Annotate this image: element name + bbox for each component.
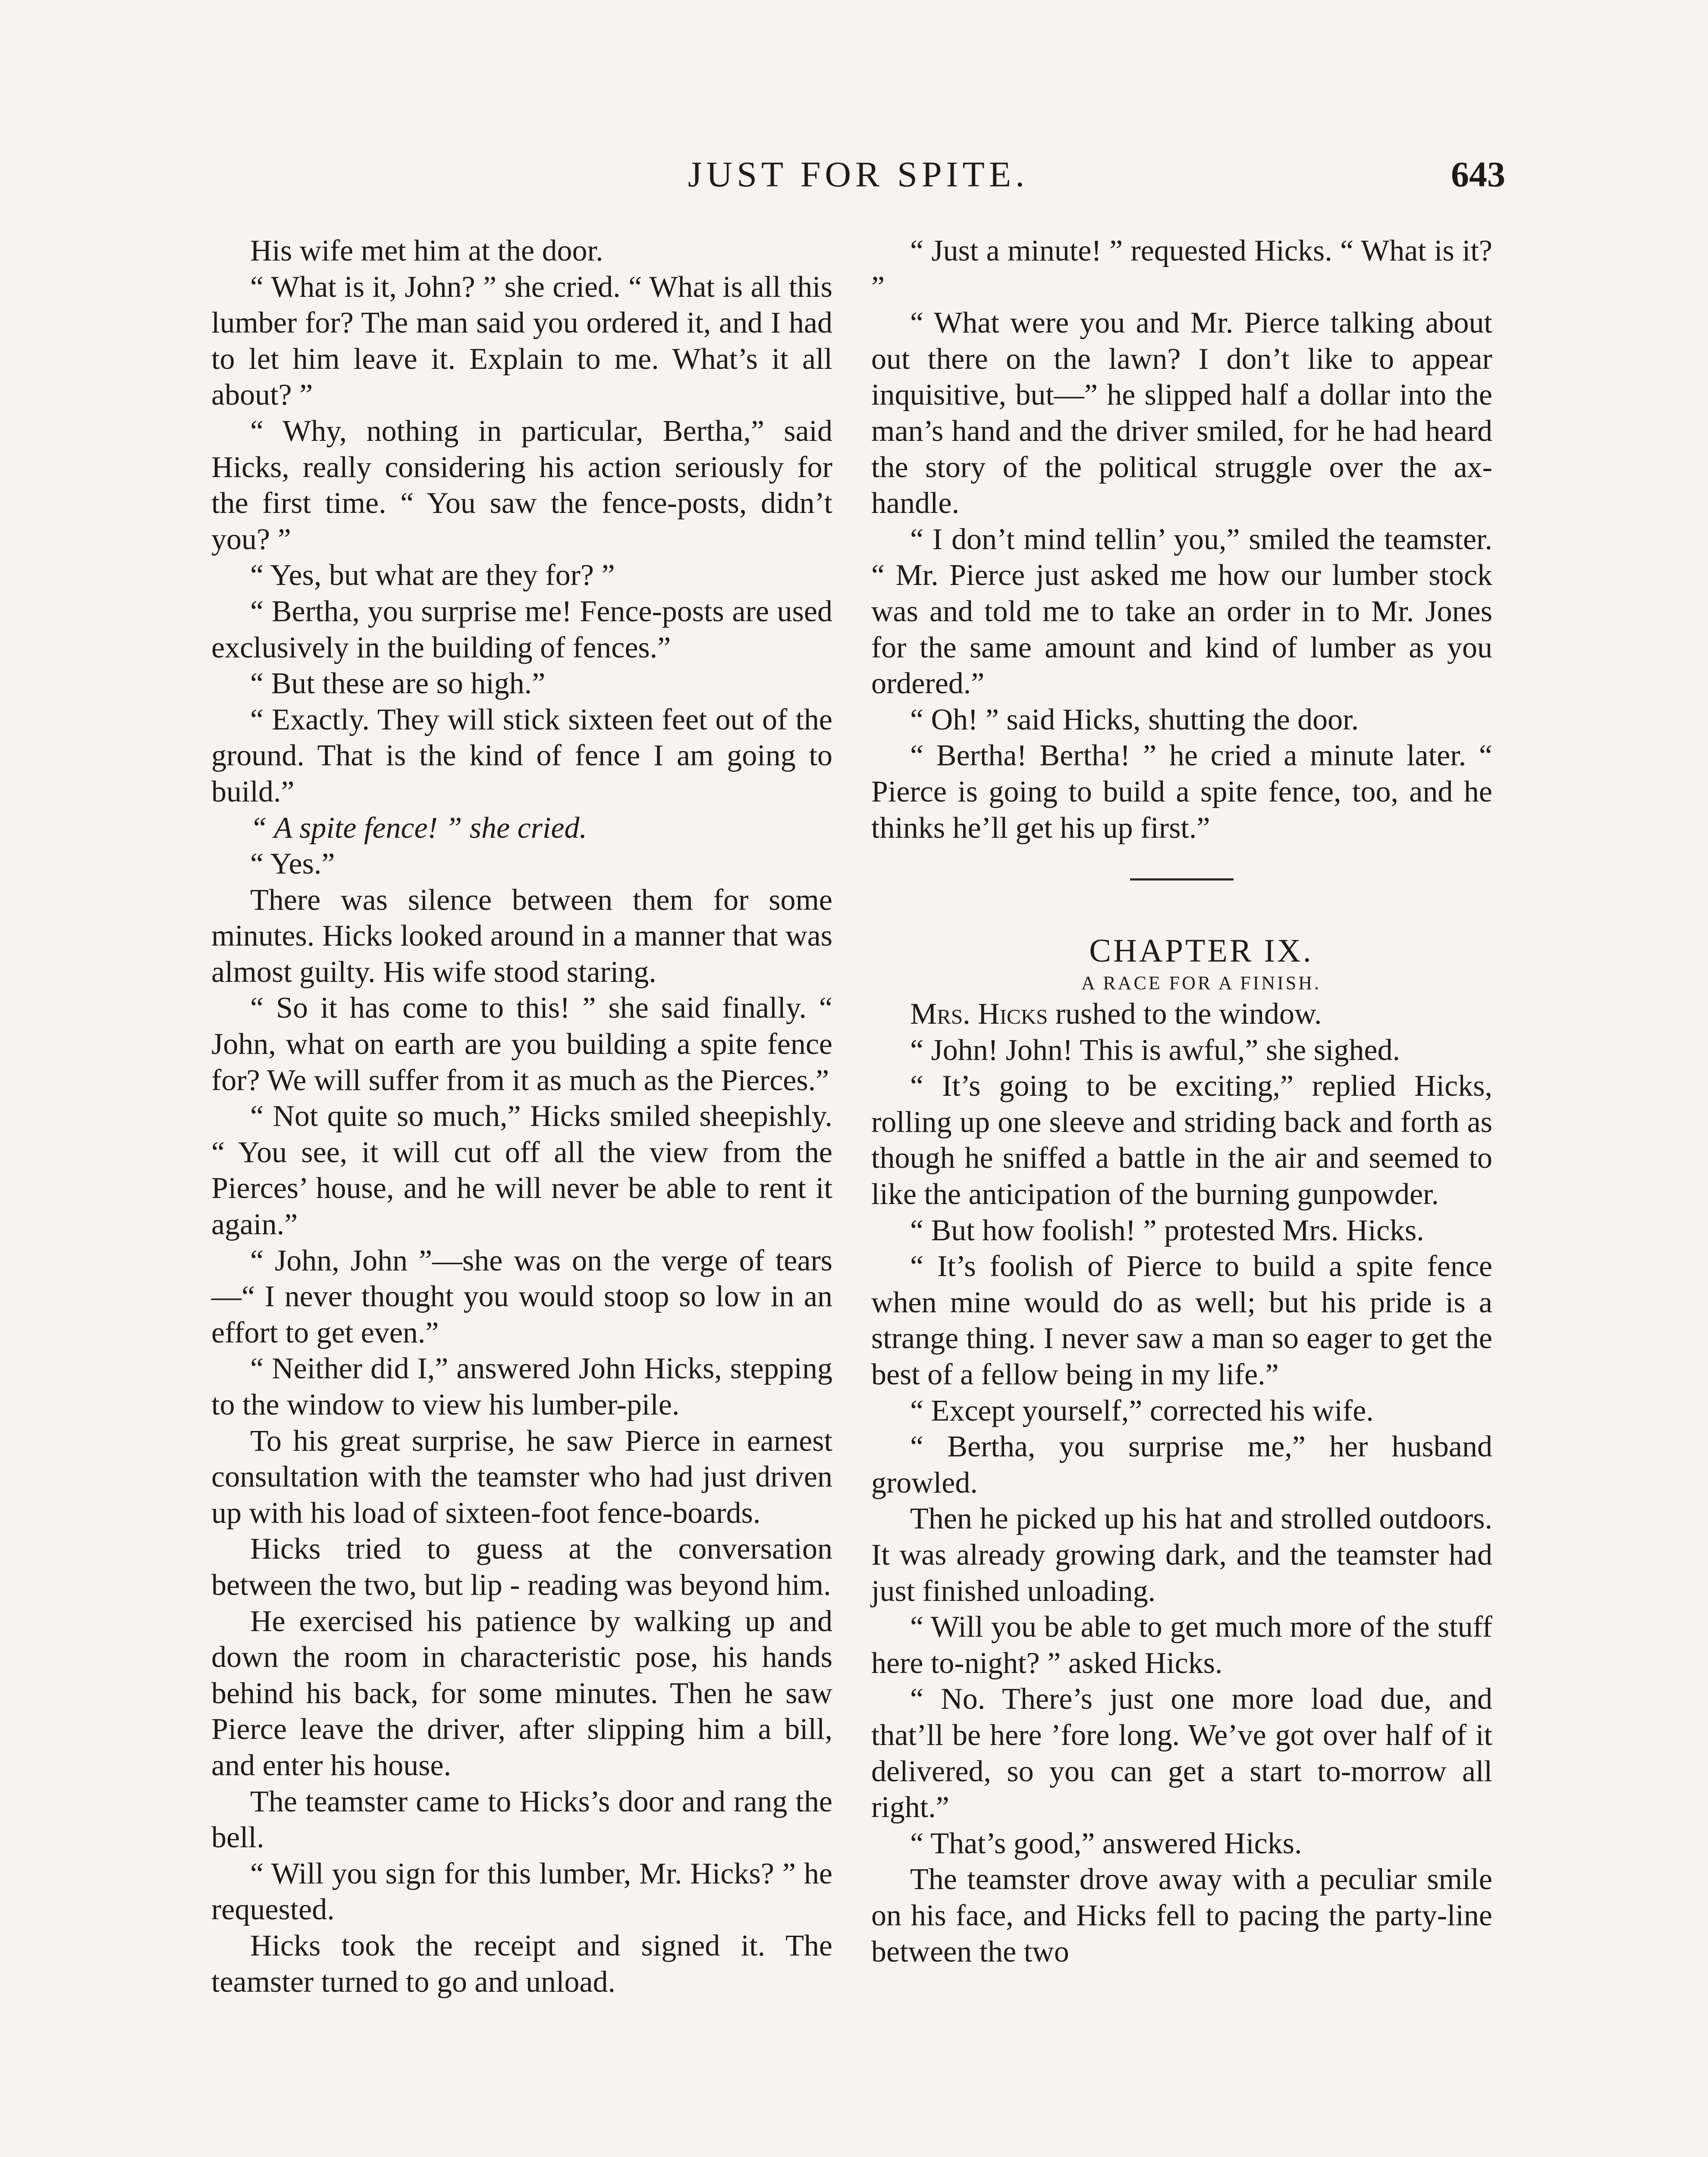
paragraph: “ What were you and Mr. Pierce talking about out there on the lawn? I don’t like to appear inquisitive, but—” he slipped half a dollar into the man’s hand and the driver smiled, for he had heard the story of the political struggle over the ax-handle. xyxy=(871,306,1492,520)
page-number: 643 xyxy=(1451,154,1505,195)
paragraph: “ But how foolish! ” protested Mrs. Hicks. xyxy=(910,1214,1424,1247)
section-divider-rule xyxy=(1130,878,1234,880)
paragraph: “ John! John! This is awful,” she sighed. xyxy=(910,1033,1400,1067)
paragraph: Hicks tried to guess at the conversation between the two, but lip - reading was beyond him. xyxy=(211,1532,832,1602)
paragraph: “ Bertha, you surprise me! Fence-posts are used exclusively in the building of fences.” xyxy=(211,594,832,664)
paragraph: To his great surprise, he saw Pierce in earnest consultation with the teamster who had just driven up with his load of sixteen-foot fence-boards. xyxy=(211,1424,832,1530)
paragraph: “ Yes.” xyxy=(250,847,335,881)
right-column xyxy=(871,233,1492,1970)
paragraph: “ Bertha! Bertha! ” he cried a minute later. “ Pierce is going to build a spite fence, too, and he thinks he’ll get his up first.” xyxy=(871,739,1492,845)
paragraph: “ That’s good,” answered Hicks. xyxy=(910,1827,1302,1860)
paragraph: He exercised his patience by walking up and down the room in characteristic pose, his hands behind his back, for some minutes. Then he saw Pierce leave the driver, after slipping him a bill, and enter his house. xyxy=(211,1604,832,1782)
paragraph: “ But these are so high.” xyxy=(250,667,546,701)
paragraph: “ Just a minute! ” requested Hicks. “ What is it? ” xyxy=(871,234,1492,304)
paragraph: “ Will you be able to get much more of the stuff here to-night? ” asked Hicks. xyxy=(871,1610,1492,1680)
paragraph: “ Exactly. They will stick sixteen feet out of the ground. That is the kind of fence I am going to build.” xyxy=(211,703,832,808)
paragraph: “ Why, nothing in particular, Bertha,” said Hicks, really considering his action seriously for the first time. “ You saw the fence-posts, didn’t you? ” xyxy=(211,414,832,556)
paragraph: “ So it has come to this! ” she said finally. “ John, what on earth are you building a spite fence for? We will suffer from it as much as the Pierces.” xyxy=(211,991,832,1097)
running-title: JUST FOR SPITE. xyxy=(688,154,1029,195)
paragraph: “ Oh! ” said Hicks, shutting the door. xyxy=(910,703,1359,736)
paragraph: “ It’s going to be exciting,” replied Hicks, rolling up one sleeve and striding back and forth as though he sniffed a battle in the air and seemed to like the anticipation of the burning gunpowder. xyxy=(871,1069,1492,1211)
paragraph: His wife met him at the door. xyxy=(250,234,603,267)
paragraph: “ I don’t mind tellin’ you,” smiled the teamster. “ Mr. Pierce just asked me how our lumber stock was and told me to take an order in to Mr. Jones for the same amount and kind of lumber as you ordered.” xyxy=(871,522,1492,701)
paragraph: Hicks took the receipt and signed it. The teamster turned to go and unload. xyxy=(211,1929,832,1999)
paragraph: “ Will you sign for this lumber, Mr. Hicks? ” he requested. xyxy=(211,1857,832,1927)
paragraph: “ No. There’s just one more load due, and that’ll be here ’fore long. We’ve got over half of it delivered, so you can get a start to-morrow all right.” xyxy=(871,1682,1492,1824)
left-column xyxy=(211,233,832,2000)
paragraph: “ What is it, John? ” she cried. “ What is all this lumber for? The man said you ordered it, and I had to let him leave it. Explain to me. What’s it all about? ” xyxy=(211,270,832,412)
chapter-opening-paragraph xyxy=(871,996,1492,1032)
opening-rest: rushed to the window. xyxy=(1048,997,1322,1031)
paragraph: There was silence between them for some minutes. Hicks looked around in a manner that was almost guilty. His wife stood staring. xyxy=(211,883,832,989)
paragraph: “ Neither did I,” answered John Hicks, stepping to the window to view his lumber-pile. xyxy=(211,1352,832,1421)
chapter-subtitle: A RACE FOR A FINISH. xyxy=(1081,972,1321,994)
chapter-heading: CHAPTER IX. xyxy=(1089,933,1313,969)
opening-small-caps: Mrs. Hicks xyxy=(910,997,1048,1031)
paragraph: “ Yes, but what are they for? ” xyxy=(250,559,615,592)
paragraph: “ Except yourself,” corrected his wife. xyxy=(910,1394,1374,1428)
paragraph: The teamster drove away with a peculiar smile on his face, and Hicks fell to pacing the party-line between the two xyxy=(871,1863,1492,1968)
paragraph-italic-exclamation: “ A spite fence! ” she cried. xyxy=(250,811,587,845)
paragraph: “ It’s foolish of Pierce to build a spite fence when mine would do as well; but his pride is a strange thing. I never saw a man so eager to get the best of a fellow being in my life.” xyxy=(871,1250,1492,1392)
paragraph: “ Bertha, you surprise me,” her husband growled. xyxy=(871,1430,1492,1500)
paragraph: The teamster came to Hicks’s door and rang the bell. xyxy=(211,1785,832,1855)
paragraph: “ John, John ”—she was on the verge of tears—“ I never thought you would stoop so low in an effort to get even.” xyxy=(211,1244,832,1349)
paragraph: “ Not quite so much,” Hicks smiled sheepishly. “ You see, it will cut off all the view from the Pierces’ house, and he will never be able to rent it again.” xyxy=(211,1100,832,1242)
paragraph: Then he picked up his hat and strolled outdoors. It was already growing dark, and the teamster had just finished unloading. xyxy=(871,1502,1492,1608)
